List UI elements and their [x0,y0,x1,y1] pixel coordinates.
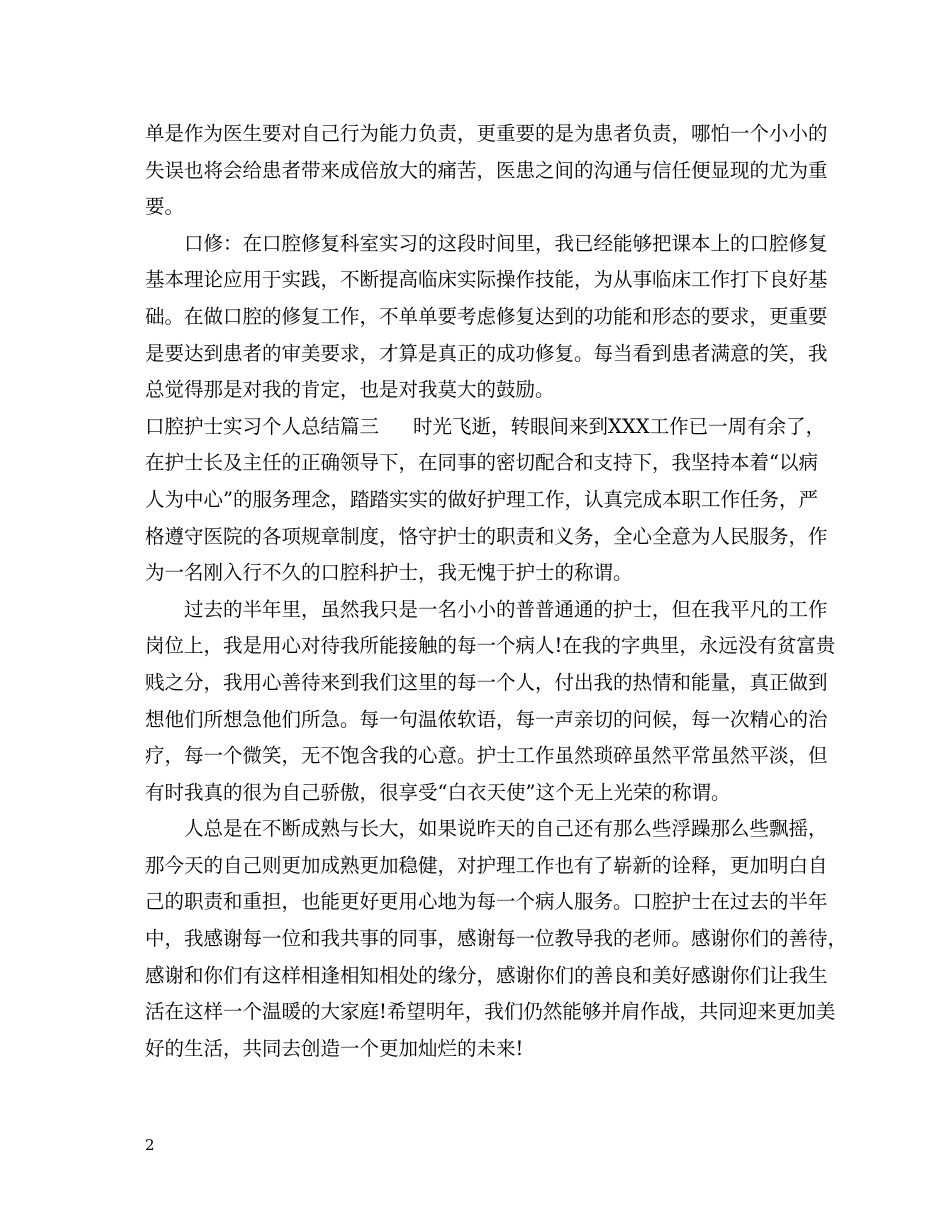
text-line: 口修：在口腔修复科室实习的这段时间里，我已经能够把课本上的口腔修复 [184,231,828,255]
paragraph-growth [145,811,848,1067]
text-line: 单是作为医生要对自己行为能力负责，更重要的是为患者负责，哪怕一个小小的 [145,122,828,145]
text-line: 人总是在不断成熟与长大，如果说昨天的自己还有那么些浮躁那么些飘摇， [184,817,828,841]
text-line: 己的职责和重担，也能更好更用心地为每一个病人服务。口腔护士在过去的半年 [145,890,828,914]
text-line: 是要达到患者的审美要求，才算是真正的成功修复。每当看到患者满意的笑，我 [145,341,828,365]
paragraph-past-half-year [145,592,836,812]
text-line: 总觉得那是对我的肯定，也是对我莫大的鼓励。 [145,378,555,402]
text-line: 岗位上，我是用心对待我所能接触的每一个病人!在我的字典里，永远没有贫富贵 [145,634,836,658]
text-line: 有时我真的很为自己骄傲，很享受“白衣天使”这个无上光荣的称谓。 [145,780,731,804]
text-line: 格遵守医院的各项规章制度，恪守护士的职责和义务，全心全意为人民服务，作 [145,524,828,548]
text-line: 中，我感谢每一位和我共事的同事，感谢每一位教导我的老师。感谢你们的善待， [145,927,848,951]
text-line: 人为中心”的服务理念，踏踏实实的做好护理工作，认真完成本职工作任务，严 [145,487,818,511]
text-line: 过去的半年里，虽然我只是一名小小的普普通通的护士，但在我平凡的工作 [184,597,828,621]
text-line: 疗，每一个微笑，无不饱含我的心意。护士工作虽然琐碎虽然平常虽然平淡，但 [145,744,828,768]
text-line: 为一名刚入行不久的口腔科护士，我无愧于护士的称谓。 [145,561,633,585]
paragraph-prosthodontics [145,226,828,409]
text-line: 要。 [145,195,185,219]
paragraph-continuation [145,116,828,226]
text-line: 在护士长及主任的正确领导下，在同事的密切配合和支持下，我坚持本着“以病 [145,451,818,475]
text-line: 想他们所想急他们所急。每一句温侬软语，每一声亲切的问候，每一次精心的治 [145,707,828,731]
text-line: 那今天的自己则更加成熟更加稳健，对护理工作也有了崭新的诠释，更加明白自 [145,853,828,877]
text-line: 础。在做口腔的修复工作，不单单要考虑修复达到的功能和形态的要求，更重要 [145,304,828,328]
text-line: 贱之分，我用心善待来到我们这里的每一个人，付出我的热情和能量，真正做到 [145,670,828,694]
section-heading-line [145,409,826,446]
document-body [145,116,848,1067]
section-heading-rest: 时光飞逝，转眼间来到XXX工作已一周有余了， [413,414,826,438]
section-heading: 口腔护士实习个人总结篇三 [145,414,380,438]
paragraph-part-three [145,409,828,592]
text-line: 失误也将会给患者带来成倍放大的痛苦，医患之间的沟通与信任便显现的尤为重 [145,158,828,182]
text-line: 基本理论应用于实践，不断提高临床实际操作技能，为从事临床工作打下良好基 [145,268,828,292]
text-line: 活在这样一个温暖的大家庭!希望明年，我们仍然能够并肩作战，共同迎来更加美 [145,1000,836,1024]
text-line: 感谢和你们有这样相逢相知相处的缘分，感谢你们的善良和美好感谢你们让我生 [145,963,828,987]
page-number: 2 [145,1136,155,1154]
text-line: 好的生活，共同去创造一个更加灿烂的未来! [145,1036,524,1060]
